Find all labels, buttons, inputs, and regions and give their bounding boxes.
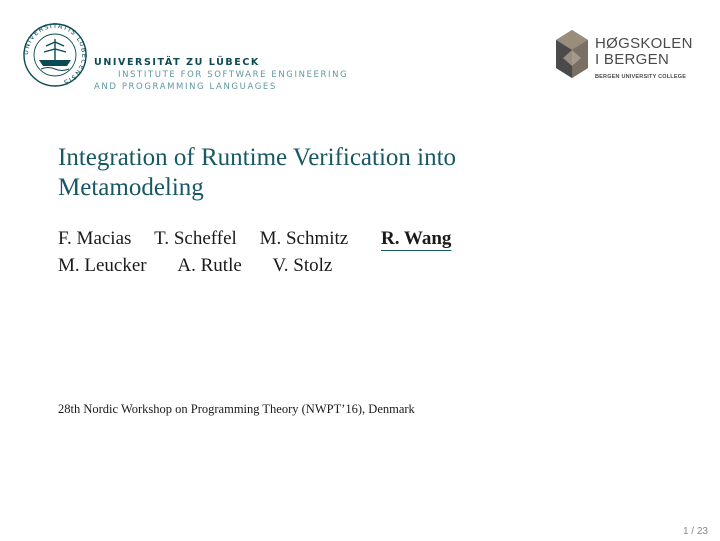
institute-line-2: AND PROGRAMMING LANGUAGES [94,82,277,92]
slide-title-line-2: Metamodeling [58,174,204,201]
author-name: M. Leucker [58,255,147,276]
author-name: M. Schmitz [259,228,349,249]
author-row [58,228,469,255]
university-name: UNIVERSITÄT ZU LÜBECK [94,57,260,68]
author-list [58,228,469,282]
page-number: 1 / 23 [682,526,708,537]
college-name-line-1: HØGSKOLEN [595,35,693,52]
author-name: A. Rutle [177,255,242,276]
author-name: T. Scheffel [154,228,237,249]
presenting-author-name: R. Wang [381,228,452,249]
author-row [58,255,469,282]
author-name: F. Macias [58,228,132,249]
institute-line-1: INSTITUTE FOR SOFTWARE ENGINEERING [118,70,349,80]
slide-title-line-1: Integration of Runtime Verification into [58,144,457,171]
venue-text: 28th Nordic Workshop on Programming Theory (NWPT’16), Denmark [58,402,415,416]
author-name: V. Stolz [272,255,333,276]
slide-title [58,143,618,203]
seal-text: UNIVERSITATIS LUBECENSIS [22,22,88,87]
college-branding [595,36,693,80]
university-seal-icon [22,22,88,88]
college-subtitle: BERGEN UNIVERSITY COLLEGE [595,74,687,80]
college-name-line-2: I BERGEN [595,51,670,68]
hvl-cube-icon [554,28,590,80]
university-branding [94,57,348,93]
